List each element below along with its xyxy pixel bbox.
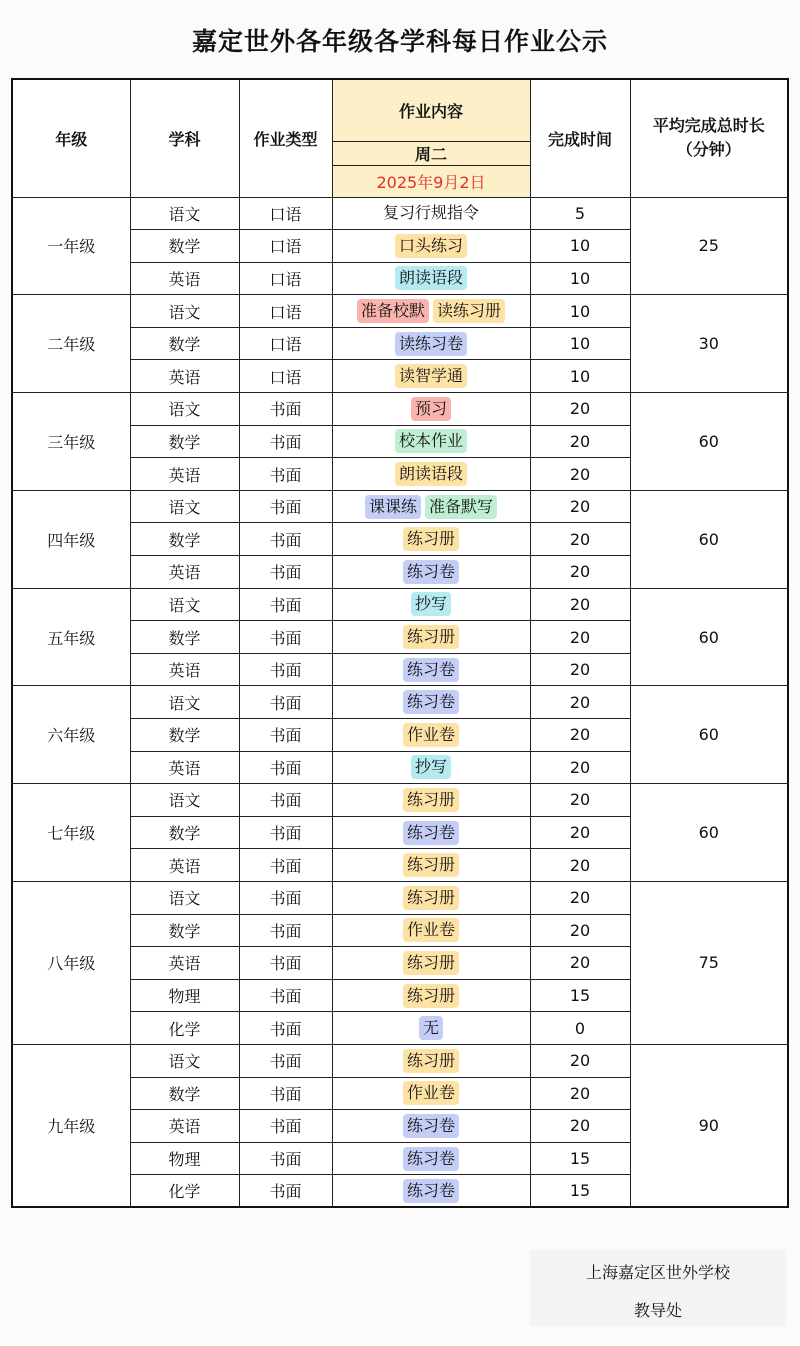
homework-tag: 练习卷 [403,690,459,714]
type-cell: 口语 [239,360,332,393]
subject-cell: 英语 [130,360,239,393]
table-row [12,588,788,621]
type-cell: 书面 [239,393,332,426]
type-cell: 口语 [239,295,332,328]
subject-cell: 语文 [130,1044,239,1077]
time-cell: 20 [530,751,630,784]
homework-tag: 校本作业 [395,429,467,453]
subject-cell: 语文 [130,393,239,426]
content-cell [332,1175,530,1208]
homework-tag: 练习册 [403,527,459,551]
homework-tag: 练习卷 [403,821,459,845]
time-cell: 20 [530,686,630,719]
header-row [12,79,788,141]
time-cell: 10 [530,262,630,295]
time-cell: 0 [530,1012,630,1045]
total-cell: 30 [630,295,788,393]
time-cell: 20 [530,1110,630,1143]
subject-cell: 英语 [130,556,239,589]
type-cell: 书面 [239,621,332,654]
header-time: 完成时间 [530,79,630,197]
type-cell: 书面 [239,686,332,719]
type-cell: 书面 [239,490,332,523]
type-cell: 口语 [239,327,332,360]
type-cell: 书面 [239,588,332,621]
homework-tag: 练习卷 [403,1114,459,1138]
table-row [12,1044,788,1077]
subject-cell: 英语 [130,849,239,882]
subject-cell: 物理 [130,979,239,1012]
homework-tag: 练习册 [403,788,459,812]
grade-cell: 六年级 [12,686,130,784]
subject-cell: 语文 [130,588,239,621]
time-cell: 20 [530,523,630,556]
subject-cell: 数学 [130,719,239,752]
type-cell: 书面 [239,881,332,914]
footer-school: 上海嘉定区世外学校 [585,1263,730,1282]
header-date: 2025年9月2日 [332,165,530,197]
content-cell [332,784,530,817]
subject-cell: 语文 [130,881,239,914]
subject-cell: 英语 [130,1110,239,1143]
homework-tag: 练习册 [403,886,459,910]
content-cell [332,686,530,719]
table-row [12,784,788,817]
type-cell: 书面 [239,653,332,686]
total-cell: 25 [630,197,788,295]
time-cell: 20 [530,393,630,426]
page-title: 嘉定世外各年级各学科每日作业公示 [191,27,608,56]
type-cell: 书面 [239,425,332,458]
header-content: 作业内容 [332,79,530,141]
content-cell [332,881,530,914]
time-cell: 10 [530,327,630,360]
homework-tag: 抄写 [411,755,451,779]
homework-tag: 练习卷 [403,1179,459,1203]
time-cell: 20 [530,653,630,686]
content-cell [332,751,530,784]
subject-cell: 数学 [130,914,239,947]
time-cell: 20 [530,914,630,947]
homework-tag: 读练习册 [433,299,505,323]
grade-cell: 九年级 [12,1044,130,1207]
subject-cell: 物理 [130,1142,239,1175]
homework-tag: 练习卷 [403,658,459,682]
type-cell: 书面 [239,1077,332,1110]
content-cell [332,230,530,263]
type-cell: 书面 [239,1110,332,1143]
content-cell [332,1012,530,1045]
table-row [12,686,788,719]
homework-tag: 练习册 [403,984,459,1008]
homework-table [11,78,789,1208]
subject-cell: 化学 [130,1175,239,1208]
total-cell: 60 [630,784,788,882]
grade-cell: 四年级 [12,490,130,588]
type-cell: 书面 [239,523,332,556]
total-cell: 60 [630,393,788,491]
content-cell [332,295,530,328]
time-cell: 15 [530,1175,630,1208]
homework-tag: 练习卷 [403,1147,459,1171]
content-cell [332,327,530,360]
homework-tag: 准备校默 [357,299,429,323]
content-cell [332,849,530,882]
content-cell [332,1142,530,1175]
grade-cell: 一年级 [12,197,130,295]
subject-cell: 语文 [130,197,239,230]
subject-cell: 英语 [130,262,239,295]
homework-tag: 预习 [411,397,451,421]
subject-cell: 英语 [130,751,239,784]
type-cell: 书面 [239,1142,332,1175]
homework-tag: 作业卷 [403,1081,459,1105]
homework-tag: 复习行规指令 [382,203,479,223]
homework-tag: 练习册 [403,625,459,649]
content-cell [332,425,530,458]
header-total: 平均完成总时长（分钟） [630,79,788,197]
type-cell: 书面 [239,979,332,1012]
homework-tag: 读练习卷 [395,332,467,356]
time-cell: 20 [530,588,630,621]
total-cell: 60 [630,588,788,686]
type-cell: 口语 [239,230,332,263]
time-cell: 15 [530,1142,630,1175]
time-cell: 20 [530,556,630,589]
table-row [12,881,788,914]
homework-tag: 练习册 [403,853,459,877]
subject-cell: 英语 [130,947,239,980]
subject-cell: 语文 [130,686,239,719]
total-cell: 90 [630,1044,788,1207]
time-cell: 20 [530,458,630,491]
homework-tag: 练习册 [403,1049,459,1073]
content-cell [332,979,530,1012]
content-cell [332,947,530,980]
homework-tag: 朗读语段 [395,266,467,290]
header-grade: 年级 [12,79,130,197]
content-cell [332,523,530,556]
subject-cell: 化学 [130,1012,239,1045]
table-row [12,295,788,328]
type-cell: 书面 [239,784,332,817]
grade-cell: 五年级 [12,588,130,686]
homework-tag: 朗读语段 [395,462,467,486]
content-cell [332,490,530,523]
type-cell: 书面 [239,914,332,947]
content-cell [332,653,530,686]
content-cell [332,719,530,752]
total-cell: 60 [630,686,788,784]
subject-cell: 数学 [130,523,239,556]
content-cell [332,816,530,849]
grade-cell: 二年级 [12,295,130,393]
type-cell: 书面 [239,458,332,491]
time-cell: 20 [530,947,630,980]
grade-cell: 七年级 [12,784,130,882]
type-cell: 口语 [239,197,332,230]
header-weekday: 周二 [332,141,530,165]
time-cell: 20 [530,816,630,849]
total-cell: 75 [630,881,788,1044]
homework-tag: 练习卷 [403,560,459,584]
homework-tag: 读智学通 [395,364,467,388]
subject-cell: 语文 [130,295,239,328]
time-cell: 10 [530,230,630,263]
homework-tag: 口头练习 [395,234,467,258]
table-row [12,490,788,523]
content-cell [332,588,530,621]
time-cell: 5 [530,197,630,230]
subject-cell: 英语 [130,653,239,686]
time-cell: 20 [530,881,630,914]
time-cell: 15 [530,979,630,1012]
subject-cell: 数学 [130,621,239,654]
table-row [12,197,788,230]
subject-cell: 语文 [130,490,239,523]
time-cell: 20 [530,1077,630,1110]
homework-tag: 作业卷 [403,918,459,942]
homework-tag: 无 [419,1016,443,1040]
type-cell: 书面 [239,947,332,980]
time-cell: 20 [530,425,630,458]
grade-cell: 八年级 [12,881,130,1044]
type-cell: 书面 [239,751,332,784]
time-cell: 20 [530,849,630,882]
homework-tag: 作业卷 [403,723,459,747]
time-cell: 20 [530,1044,630,1077]
subject-cell: 数学 [130,1077,239,1110]
content-cell [332,1077,530,1110]
content-cell [332,458,530,491]
time-cell: 20 [530,621,630,654]
subject-cell: 数学 [130,327,239,360]
homework-tag: 练习册 [403,951,459,975]
content-cell [332,197,530,230]
subject-cell: 语文 [130,784,239,817]
homework-tag: 课课练 [365,495,421,519]
time-cell: 20 [530,490,630,523]
type-cell: 口语 [239,262,332,295]
type-cell: 书面 [239,719,332,752]
type-cell: 书面 [239,816,332,849]
subject-cell: 英语 [130,458,239,491]
content-cell [332,1110,530,1143]
content-cell [332,556,530,589]
table-row [12,393,788,426]
time-cell: 20 [530,719,630,752]
table-body [12,197,788,1207]
time-cell: 20 [530,784,630,817]
footer-office: 教导处 [633,1301,682,1320]
type-cell: 书面 [239,1175,332,1208]
time-cell: 10 [530,295,630,328]
header-type: 作业类型 [239,79,332,197]
subject-cell: 数学 [130,425,239,458]
grade-cell: 三年级 [12,393,130,491]
time-cell: 10 [530,360,630,393]
content-cell [332,914,530,947]
subject-cell: 数学 [130,816,239,849]
content-cell [332,393,530,426]
subject-cell: 数学 [130,230,239,263]
content-cell [332,621,530,654]
content-cell [332,1044,530,1077]
content-cell [332,262,530,295]
homework-tag: 抄写 [411,592,451,616]
total-cell: 60 [630,490,788,588]
content-cell [332,360,530,393]
header-subject: 学科 [130,79,239,197]
type-cell: 书面 [239,556,332,589]
type-cell: 书面 [239,1044,332,1077]
type-cell: 书面 [239,849,332,882]
homework-tag: 准备默写 [425,495,497,519]
type-cell: 书面 [239,1012,332,1045]
